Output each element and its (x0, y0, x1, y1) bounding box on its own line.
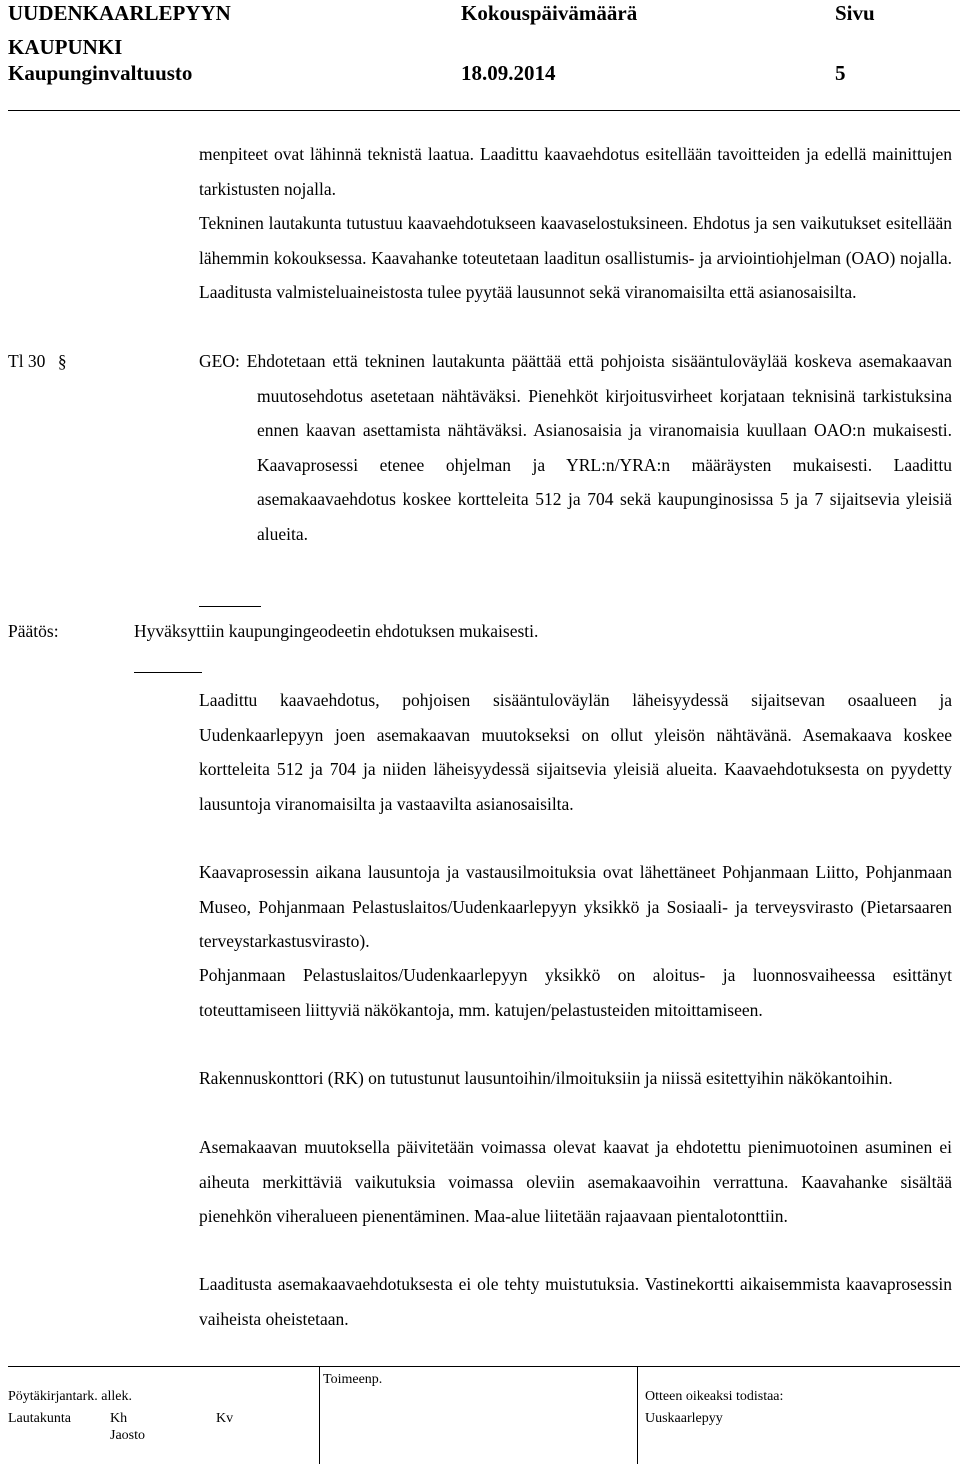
org-name-line1: UUDENKAARLEPYYN (8, 1, 231, 25)
body-paragraph-6: Laaditusta asemakaavaehdotuksesta ei ole tehty muistutuksia. Vastinekortti aikaisemmista kaavaprosessin vaiheista oheistetaan. (199, 1274, 952, 1329)
decision-label: Päätös: (8, 621, 59, 641)
footer-city: Uuskaarlepyy (645, 1411, 723, 1426)
body-paragraph-1: Laadittu kaavaehdotus, pohjoisen sisääntuloväylän läheisyydessä sijaitsevan osaalueen ja Uudenkaarlepyyn joen asemakaavan muutokseksi on ollut yleisön nähtävänä. Asemakaava koskee kortteleita 512 ja 704 ja niiden läheisyydessä sijaitsevia yleisiä alueita. Kaavaehdotuksesta on pyydetty lausuntoja viranomaisilta ja vastaavilta asianosaisilta. (199, 690, 952, 814)
tl-item-text: GEO: Ehdotetaan että tekninen lautakunta päättää että pohjoista sisääntuloväylää koskeva asemakaavan muutosehdotus asetetaan nähtäväksi. Pienehköt kirjoitusvirheet korjataan teknisinä tarkistuksina ennen kaavan asettamista nähtäväksi. Asianosaisia ja viranomaisia kuullaan OAO:n mukaisesti. Kaavaprosessi etenee ohjelman ja YRL:n/YRA:n määräysten mukaisesti. Laadittu asemakaavaehdotus koskee kortteleita 512 ja 704 sekä kaupunginosissa 5 ja 7 sijaitsevia yleisiä alueita. (199, 351, 952, 544)
body-paragraph-3: Pohjanmaan Pelastuslaitos/Uudenkaarlepyyn yksikkö on aloitus- ja luonnosvaiheessa esittänyt toteuttamiseen liittyviä näkökantoja, mm. katujen/pelastusteiden mitoittamiseen. (199, 965, 952, 1020)
intro-paragraph: menpiteet ovat lähinnä teknistä laatua. Laadittu kaavaehdotus esitellään tavoitteiden ja edellä mainittujen tarkistusten nojalla. (199, 144, 952, 199)
separator-line (134, 672, 202, 673)
meeting-date: 18.09.2014 (461, 61, 556, 85)
certified-label: Otteen oikeaksi todistaa: (645, 1389, 784, 1404)
minutes-check-label: Pöytäkirjantark. allek. (8, 1389, 133, 1404)
footer-lautakunta: Lautakunta (8, 1411, 71, 1426)
org-name-line2: KAUPUNKI (8, 35, 123, 59)
decision-text: Hyväksyttiin kaupungingeodeetin ehdotuksen mukaisesti. (134, 621, 539, 641)
body-paragraph-5: Asemakaavan muutoksella päivitetään voimassa olevat kaavat ja ehdotettu pienimuotoinen asuminen ei aiheuta merkittäviä vaikutuksia voimassa oleviin asemakaavoihin verrattuna. Kaavahanke sisältää pienehkön viheralueen pienentäminen. Maa-alue liitetään rajaavaan pientalotonttiin. (199, 1137, 952, 1226)
header-rule (8, 110, 960, 111)
tl-item-label (8, 344, 67, 379)
body-paragraph-4: Rakennuskonttori (RK) on tutustunut lausuntoihin/ilmoituksiin ja niissä esitettyihin näkökantoihin. (199, 1068, 893, 1088)
footer-divider (319, 1366, 320, 1464)
separator-line (199, 606, 261, 607)
footer-toimeenp: Toimeenp. (323, 1372, 383, 1387)
footer-jaosto: Jaosto (110, 1428, 145, 1443)
page-label: Sivu (835, 1, 875, 25)
footer-kv: Kv (216, 1411, 234, 1426)
footer-kh: Kh (110, 1411, 128, 1426)
intro-paragraph-2: Tekninen lautakunta tutustuu kaavaehdotukseen kaavaselostuksineen. Ehdotus ja sen vaikutukset esitellään lähemmin kokouksessa. Kaavahanke toteutetaan laaditun osallistumis- ja arviointiohjelman (OAO) nojalla. Laaditusta valmisteluaineistosta tulee pyytää lausunnot sekä viranomaisilta että asianosaisilta. (199, 213, 952, 302)
date-label: Kokouspäivämäärä (461, 1, 638, 25)
meeting-body: Kaupunginvaltuusto (8, 61, 193, 85)
body-paragraph-2: Kaavaprosessin aikana lausuntoja ja vastausilmoituksia ovat lähettäneet Pohjanmaan Liitto, Pohjanmaan Museo, Pohjanmaan Pelastuslaitos/Uudenkaarlepyyn yksikkö ja Sosiaali- ja terveysvirasto (Pietarsaaren terveystarkastusvirasto). (199, 862, 952, 951)
footer-rule (8, 1366, 960, 1367)
page-number: 5 (835, 61, 846, 85)
tl-item-number: Tl 30 (8, 351, 46, 371)
footer-divider (637, 1366, 638, 1464)
section-sign-icon: § (57, 351, 67, 371)
